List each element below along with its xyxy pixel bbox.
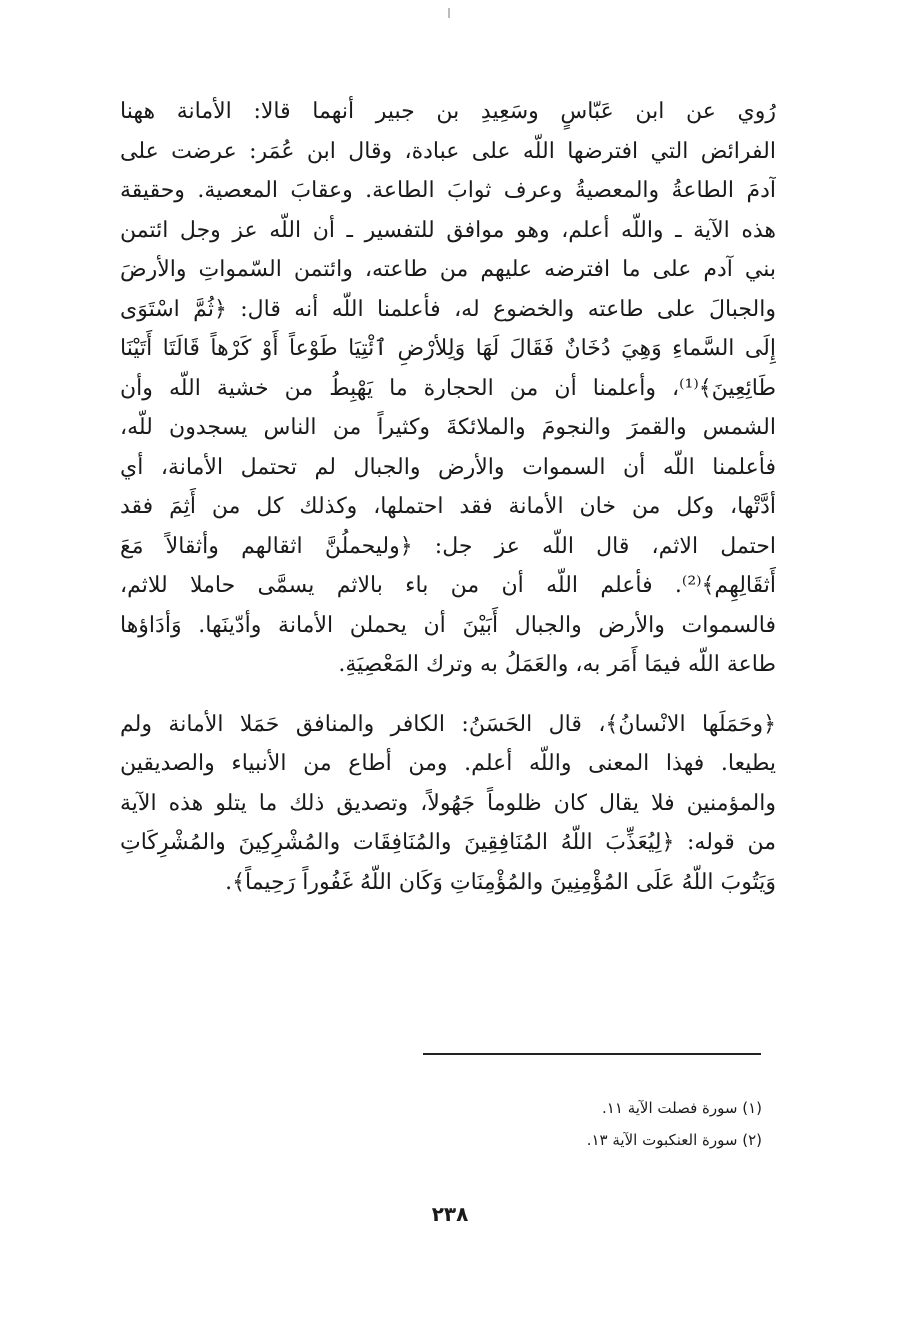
main-text — [120, 92, 776, 902]
text-line: والجبالَ على طاعته والخضوع له، فأعلمنا اللّه أنه قال: ﴿ثُمَّ اسْتَوَى — [120, 296, 776, 322]
page-number: ٢٣٨ — [431, 1202, 469, 1226]
text-line: والمؤمنين فلا يقال كان ظلوماً جَهُولاً، وتصديق ذلك ما يتلو هذه الآية — [120, 790, 776, 816]
page-edge-mark — [448, 8, 450, 18]
paragraph-1 — [120, 92, 776, 685]
footnote-2: (٢) سورة العنكبوت الآية ١٣. — [586, 1131, 762, 1149]
text-line: آدمَ الطاعةُ والمعصيةُ وعرف ثوابَ الطاعة. وعقابَ المعصية. وحقيقة — [120, 178, 776, 203]
text-line: من قوله: ﴿لِيُعَذِّبَ اللّهُ المُنَافِقِينَ والمُنَافِقَات والمُشْرِكِينَ والمُشْرِكَاتِ — [120, 830, 776, 855]
paragraph-2 — [120, 705, 776, 903]
footnote-separator — [423, 1053, 761, 1055]
footnote-1: (١) سورة فصلت الآية ١١. — [602, 1099, 762, 1117]
text-line: أَثقَالِهِم﴾⁽²⁾. فأعلم اللّه أن من باء بالاثم يسمَّى حاملا للاثم، — [120, 573, 776, 598]
text-line: فأعلمنا اللّه أن السموات والأرض والجبال لم تحتمل الأمانة، أي — [120, 454, 776, 480]
text-line: فالسموات والأرض والجبال أَبَيْنَ أن يحملن الأمانة وأدّينَها. وَأدَاؤها — [120, 612, 776, 638]
text-line: إِلَى السَّماءِ وَهِيَ دُخَانٌ فَقَالَ لَهَا وَلِلأرْضِ ٱئْتِيَا طَوْعاً أَوْ كَرْهاً قَالَتَا أَتَيْنَا — [120, 336, 776, 361]
text-line: بني آدم على ما افترضه عليهم من طاعته، وائتمن السّمواتِ والأرضَ — [120, 257, 776, 282]
text-line: الشمس والقمرَ والنجومَ والملائكةَ وكثيراً من الناس يسجدون للّه، — [120, 415, 776, 440]
text-line: وَيَتُوبَ اللّهُ عَلَى المُؤْمِنِينَ والمُؤْمِنَاتِ وَكَان اللّهُ غَفُوراً رَحِيماً﴾. — [225, 869, 776, 895]
text-line: يطيعا. فهذا المعنى واللّه أعلم. ومن أطاع من الأنبياء والصديقين — [120, 751, 776, 776]
text-line: رُوي عن ابن عَبّاسٍ وسَعِيدِ بن جبير أنهما قالا: الأمانة ههنا — [120, 99, 776, 124]
text-line: أدَّتْها، وكل من خان الأمانة فقد احتملها، وكذلك كل من أَثِمَ فقد — [120, 494, 776, 519]
footnotes — [422, 1092, 762, 1156]
text-line: الفرائض التي افترضها اللّه على عبادة، وقال ابن عُمَر: عرضت على — [120, 138, 776, 164]
text-line: هذه الآية ـ واللّه أعلم، وهو موافق للتفسير ـ أن اللّه عز وجل ائتمن — [120, 217, 776, 243]
text-line: ﴿وحَمَلَها الانْسانُ﴾، قال الحَسَنُ: الكافر والمنافق حَمَلا الأمانة ولم — [120, 711, 776, 737]
paragraph-gap — [120, 685, 776, 705]
text-line: احتمل الاثم، قال اللّه عز جل: ﴿وليحملُنَّ اثقالهم وأثقالاً مَعَ — [120, 533, 776, 559]
text-line: طَائِعِينَ﴾⁽¹⁾، وأعلمنا أن من الحجارة ما يَهْبِطُ من خشية اللّه وأن — [120, 375, 776, 401]
text-line: طاعة اللّه فيمَا أَمَر به، والعَمَلُ به وترك المَعْصِيَةِ. — [338, 652, 776, 677]
